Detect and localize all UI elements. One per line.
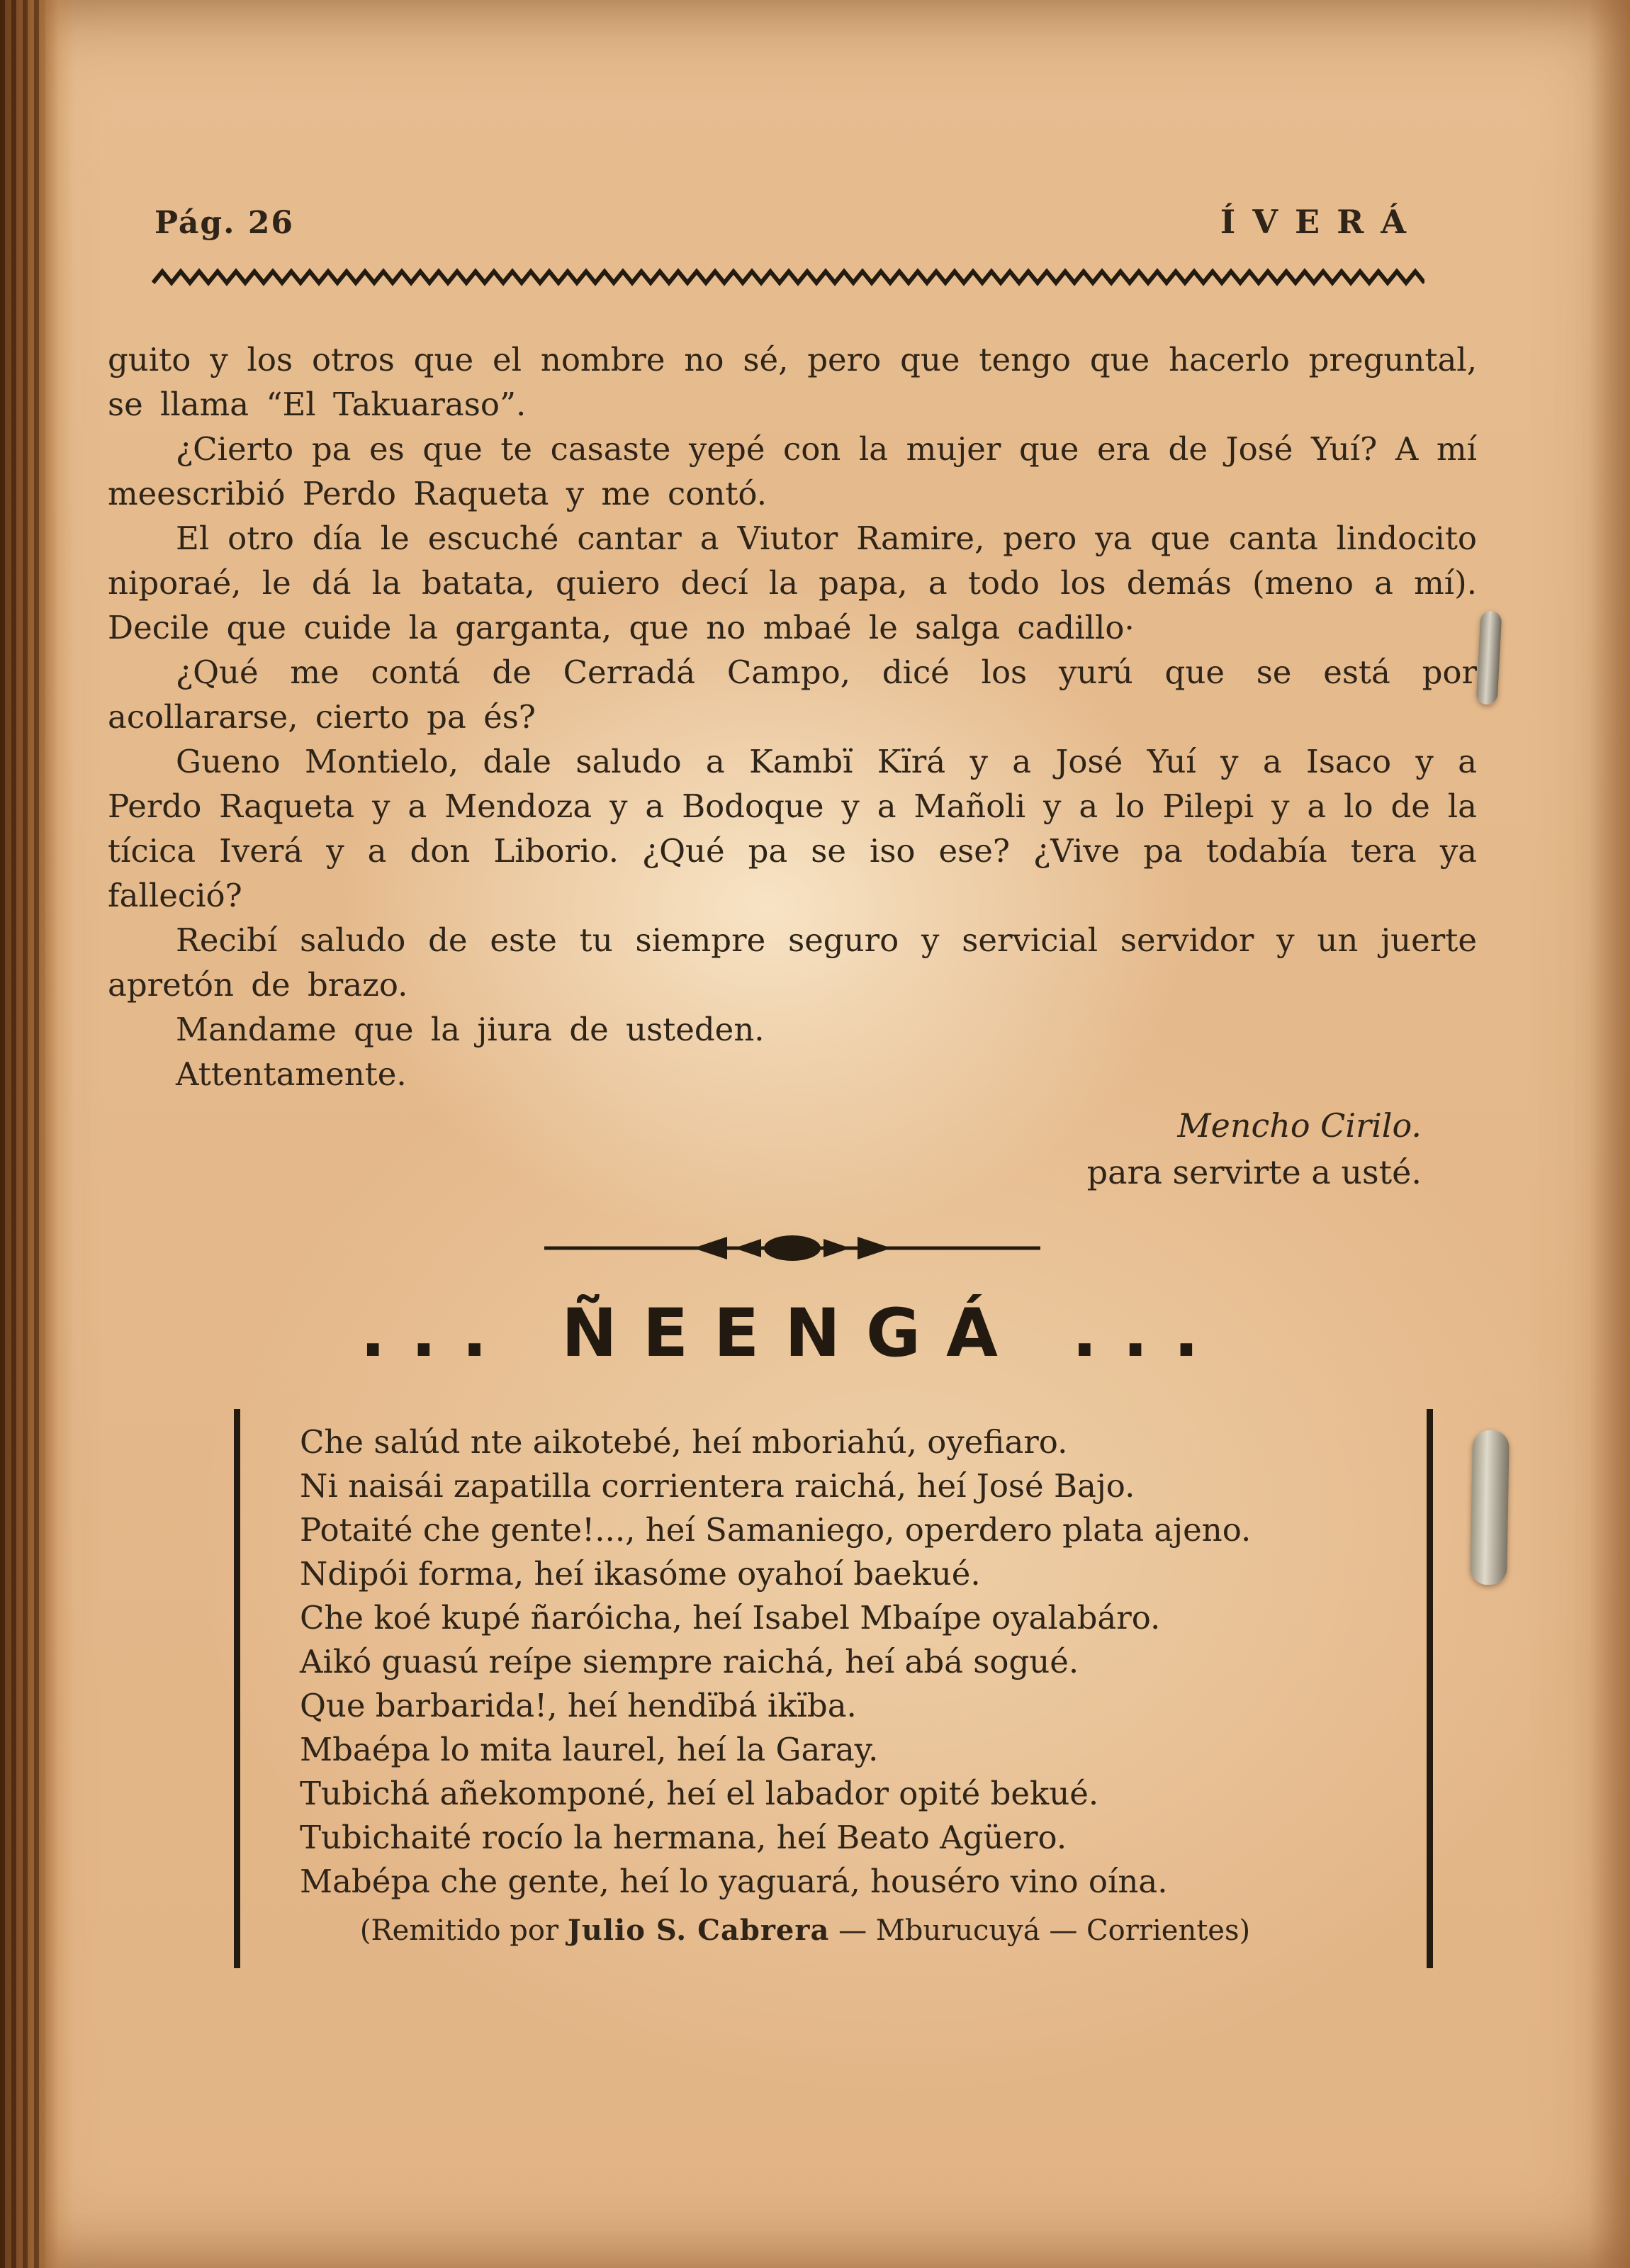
paper-clip	[1476, 610, 1502, 704]
page-number: Pág. 26	[154, 205, 295, 241]
attribution-name: Julio S. Cabrera	[567, 1914, 830, 1947]
letter-paragraph: ¿Cierto pa es que te casaste yepé con la mujer que era de José Yuí? A mí meescribió Perdo Raqueta y me contó.	[108, 430, 1477, 512]
sayings-list	[300, 1420, 1410, 1904]
letter-paragraph: Gueno Montielo, dale saludo a Kambï Kïrá y a José Yuí y a Isaco y a Perdo Raqueta y a Mendoza y a Bodoque y a Mañoli y a lo Pilepi y a lo de la tícica Iverá y a don Liborio. ¿Qué pa se iso ese? ¿Vive pa todabía tera ya falleció?	[108, 743, 1477, 914]
saying-line: Ni naisái zapatilla corrientera raichá, heí José Bajo.	[300, 1467, 1135, 1505]
neenga-section-title: ... ÑEENGÁ ...	[360, 1295, 1225, 1372]
page-header	[154, 203, 1423, 241]
letter-paragraph: guito y los otros que el nombre no sé, pero que tengo que hacerlo preguntal, se llama “El Takuaraso”.	[108, 341, 1477, 423]
saying-line: Ndipói forma, heí ikasóme oyahoí baekué.	[300, 1555, 981, 1593]
page-content	[108, 337, 1477, 1968]
section-divider-ornament	[544, 1233, 1040, 1264]
saying-line: Potaité che gente!..., heí Samaniego, operdero plata ajeno.	[300, 1511, 1252, 1549]
signature-name: Mencho Cirilo.	[1177, 1106, 1422, 1145]
attribution-line	[300, 1914, 1410, 1947]
signature-tagline: para servirte a usté.	[1086, 1153, 1422, 1191]
letter-paragraph: Mandame que la jiura de usteden.	[176, 1011, 765, 1048]
letter-paragraph: El otro día le escuché cantar a Viutor Ramire, pero ya que canta lindocito niporaé, le dá la batata, quiero decí la papa, a todo los demás (meno a mí). Decile que cuide la garganta, que no mbaé le salga cadillo·	[108, 520, 1477, 646]
saying-line: Tubichaité rocío la hermana, heí Beato Agüero.	[300, 1819, 1067, 1856]
zigzag-rule	[152, 264, 1424, 289]
saying-line: Mabépa che gente, heí lo yaguará, houséro vino oína.	[300, 1863, 1168, 1900]
saying-line: Aikó guasú reípe siempre raichá, heí abá sogué.	[300, 1643, 1079, 1680]
signature-block	[108, 1102, 1477, 1196]
neenga-box	[234, 1409, 1433, 1968]
saying-line: Mbaépa lo mita laurel, heí la Garay.	[300, 1731, 879, 1768]
letter-paragraph: Recibí saludo de este tu siempre seguro y servicial servidor y un juerte apretón de brazo.	[108, 921, 1477, 1004]
saying-line: Que barbarida!, heí hendïbá ikïba.	[300, 1687, 857, 1724]
attribution-prefix: (Remitido por	[359, 1914, 568, 1947]
book-binding-edge	[0, 0, 74, 2268]
page-right-edge	[1589, 0, 1630, 2268]
saying-line: Tubichá añekomponé, heí el labador opité bekué.	[300, 1775, 1099, 1812]
letter-paragraph: ¿Qué me contá de Cerradá Campo, dicé los yurú que se está por acollararse, cierto pa és?	[108, 653, 1477, 736]
letter-paragraph: Attentamente.	[176, 1055, 407, 1093]
saying-line: Che koé kupé ñaróicha, heí Isabel Mbaípe oyalabáro.	[300, 1599, 1161, 1637]
letter-body	[108, 337, 1477, 1096]
saying-line: Che salúd nte aikotebé, heí mboriahú, oyefiaro.	[300, 1423, 1068, 1461]
masthead-title: ÍVERÁ	[1220, 203, 1423, 241]
attribution-rest: — Mburucuyá — Corrientes)	[829, 1914, 1251, 1947]
